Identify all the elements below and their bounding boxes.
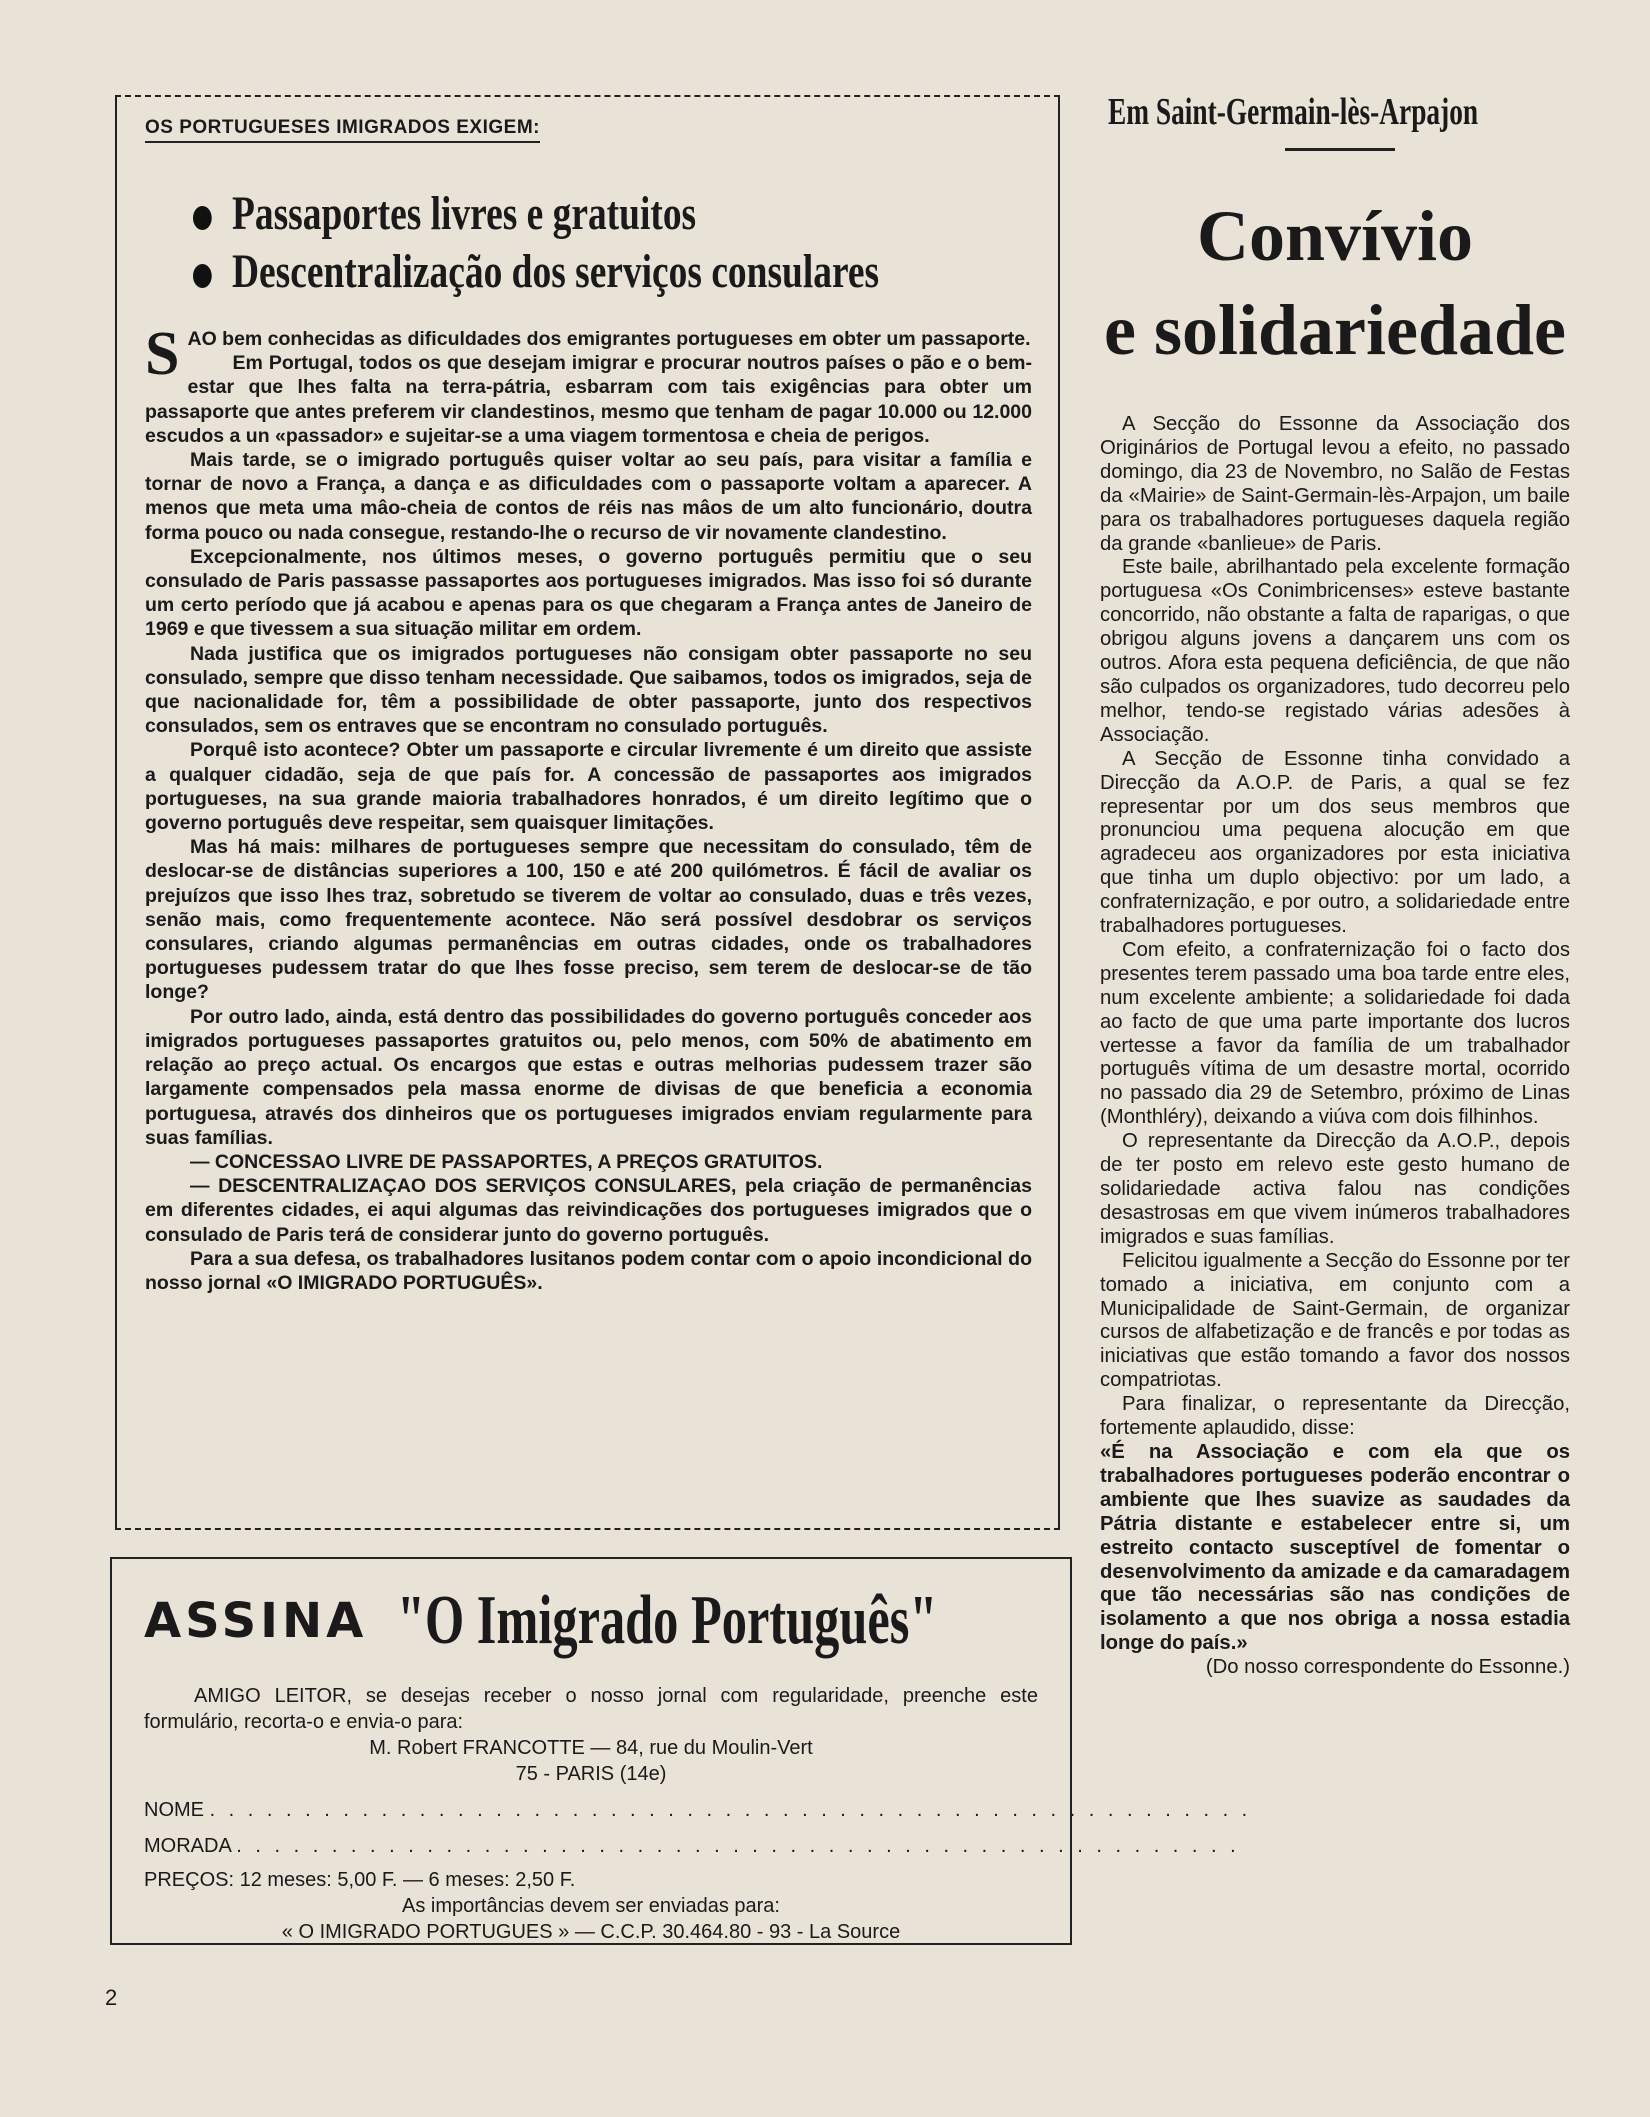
- paragraph: Porquê isto acontece? Obter um passaporte e circular livremente é um direito que assiste a qualquer cidadão, seja de que país for. A concessão de passaportes aos imigrados portugueses, na sua grande maioria trabalhadores honrados, é um direito legítimo que o governo português deve respeitar, sem quaisquer limitações.: [145, 739, 1032, 835]
- newspaper-name: "O Imigrado Português": [397, 1582, 938, 1659]
- page-number: 2: [105, 1985, 118, 2010]
- headline-text: Descentralização dos serviços consulares: [232, 245, 880, 298]
- paragraph: Para a sua defesa, os trabalhadores lusitanos podem contar com o apoio incondicional do nosso jornal «O IMIGRADO PORTUGUÊS».: [145, 1247, 1032, 1294]
- signature: (Do nosso correspondente do Essonne.): [1205, 1656, 1570, 1679]
- right-article-kicker: Em Saint-Germain-lès-Arpajon: [1108, 91, 1479, 133]
- name-field-label: NOME: [144, 1799, 204, 1821]
- paragraph: Por outro lado, ainda, está dentro das possibilidades do governo português conceder aos imigrados portugueses passaportes gratuitos ou, pelo menos, com 50% de abatimento em relação ao preço actual. Os encargos que estas e outras melhorias pudessem trazer são largamente compensados pela massa enorme de divisas de que beneficia a economia portuguesa, através dos dinheiros que os portugueses imigrados enviam regularmente para suas famílias.: [145, 1005, 1032, 1149]
- name-field[interactable]: [144, 1797, 1252, 1823]
- paragraph: Em Portugal, todos os que desejam imigrar e procurar noutros países o pão e o bem-estar que lhes falta na terra-pátria, esbarram com tais exigências para obter um passaporte que antes preferem vir clandestinos, mesmo que tenham de pagar 10.000 ou 12.000 escudos a un «passador» e sujeitar-se a uma viagem tormentosa e cheia de perigos.: [145, 352, 1032, 447]
- article-body: [145, 320, 1032, 1295]
- payment-line: « O IMIGRADO PORTUGUES » — C.C.P. 30.464.80 - 93 - La Source: [281, 1921, 901, 1943]
- assina-label: ASSINA: [144, 1593, 368, 1649]
- paragraph: A Secção do Essonne da Associação dos Originários de Portugal levou a efeito, no passado domingo, dia 23 de Novembro, no Salão de Festas da «Mairie» de Saint-Germain-lès-Arpajon, um baile para os trabalhadores portugueses daquela região da grande «banlieue» de Paris.: [1100, 413, 1570, 555]
- paragraph: Nada justifica que os imigrados portugueses não consigam obter passaporte no seu consulado, sempre que disso tenham necessidade. Que saibamos, todos os imigrados, seja de que nacionalidade for, têm a possibilidade de obter passaporte, junto dos respectivos consulados, sem os entraves que se encontram no consulado português.: [145, 642, 1032, 738]
- paragraph: Com efeito, a confraternização foi o facto dos presentes terem passado uma boa tarde entre eles, num excelente ambiente; a solidariedade foi dada ao facto de que uma parte importante dos lucros vertesse a favor da família de um trabalhador português vítima de um desastre mortal, ocorrido no passado dia 29 de Setembro, próximo de Linas (Monthléry), deixando a viúva com dois filhinhos.: [1100, 938, 1570, 1129]
- bullet-icon: [193, 264, 212, 288]
- address-field-dots: . . . . . . . . . . . . . . . . . . . . . . . . . . . . . . . . . . . . . . . . . . . . . . . . . . . . .: [236, 1835, 1240, 1857]
- name-field-dots: . . . . . . . . . . . . . . . . . . . . . . . . . . . . . . . . . . . . . . . . . . . . . . . . . . . . . . .: [209, 1799, 1252, 1821]
- address-field[interactable]: [144, 1833, 1240, 1859]
- paragraph: A Secção de Essonne tinha convidado a Direcção da A.O.P. de Paris, a qual se fez representar por um dos seus membros que pronunciou uma pequena alocução em que agradeceu aos organizadores por esta iniciativa que tinha um duplo objectivo: por um lado, a confraternização, e por outro, a solidariedade entre trabalhadores portugueses.: [1100, 747, 1570, 938]
- bullet-icon: [193, 206, 212, 230]
- right-article: [1100, 90, 1570, 1680]
- subscription-title: [144, 1581, 1038, 1661]
- title-line: e solidariedade: [1104, 290, 1566, 370]
- address-line: M. Robert FRANCOTTE — 84, rue du Moulin-Vert: [369, 1737, 813, 1759]
- right-article-title: [1100, 189, 1570, 377]
- subscription-text: [144, 1683, 1252, 1945]
- headline-item: [193, 185, 847, 243]
- demand-line: — CONCESSAO LIVRE DE PASSAPORTES, A PREÇOS GRATUITOS.: [190, 1150, 823, 1173]
- article-kicker: OS PORTUGUESES IMIGRADOS EXIGEM:: [145, 117, 540, 143]
- paragraph: Excepcionalmente, nos últimos meses, o governo português permitiu que o seu consulado de Paris passasse passaportes aos portugueses imigrados. Mas isso foi só durante um certo período que já acabou e apenas para os que chegaram a França antes de Janeiro de 1969 e que tivessem a sua situação militar em ordem.: [145, 545, 1032, 641]
- paragraph: SAO bem conhecidas as dificuldades dos emigrantes portugueses em obter um passaporte.: [145, 320, 1031, 388]
- title-line: Convívio: [1196, 196, 1474, 276]
- payment-line: As importâncias devem ser enviadas para:: [402, 1895, 780, 1917]
- paragraph: O representante da Direcção da A.O.P., depois de ter posto em relevo este gesto humano de solidariedade activa falou nas condições desastrosas em que vivem inúmeros trabalhadores imigrados e suas famílias.: [1100, 1130, 1570, 1248]
- headline-list: [193, 185, 1032, 301]
- right-article-body: [1100, 413, 1570, 1680]
- kicker-rule: [1285, 148, 1395, 151]
- quote: «É na Associação e com ela que os trabalhadores portugueses poderão encontrar o ambiente que lhes suavize as saudades da Pátria distante e estabelecer entre si, um estreito contacto susceptível de fomentar o desenvolvimento da amizade e da camaradagem que tão necessárias são nas condições de isolamento a que nos obriga a nossa estadia longe do país.»: [1100, 1440, 1570, 1655]
- subscription-intro: AMIGO LEITOR, se desejas receber o nosso jornal com regularidade, preenche este formulário, recorta-o e envia-o para:: [144, 1685, 1038, 1733]
- address-field-label: MORADA: [144, 1835, 231, 1857]
- address-line: 75 - PARIS (14e): [515, 1763, 667, 1785]
- paragraph: Para finalizar, o representante da Direcção, fortemente aplaudido, disse:: [1100, 1393, 1570, 1440]
- paragraph: Mas há mais: milhares de portugueses sempre que necessitam do consulado, têm de deslocar-se de distâncias superiores a 100, 150 e até 200 quilómetros. É fácil de avaliar os prejuízos que isso lhes traz, sobretudo se tiverem de voltar ao consulado, duas e três vezes, senão mais, como frequentemente acontece. Não será possível desdobrar os serviços consulares, criando algumas permanências em outras cidades, onde os trabalhadores portugueses pudessem tratar do que lhes fosse preciso, sem terem de deslocar-se de tão longe?: [145, 836, 1032, 1004]
- subscription-form: [110, 1557, 1252, 1945]
- demand-line: — DESCENTRALIZAÇAO DOS SERVIÇOS CONSULARES, pela criação de permanências em diferentes cidades, ei aqui algumas das reivindicações dos portugueses imigrados que o consulado de Paris terá de considerar junto do governo português.: [145, 1175, 1032, 1246]
- prices-line: PREÇOS: 12 meses: 5,00 F. — 6 meses: 2,50 F.: [144, 1869, 576, 1891]
- headline-text: Passaportes livres e gratuitos: [232, 187, 697, 240]
- left-article-box: [115, 95, 1060, 1530]
- drop-cap: S: [145, 320, 180, 388]
- paragraph: Felicitou igualmente a Secção do Essonne por ter tomado a iniciativa, em conjunto com a Municipalidade de Saint-Germain, de organizar cursos de alfabetização e de francês e por todas as iniciativas que estão tomando a favor dos nossos compatriotas.: [1100, 1249, 1570, 1392]
- paragraph: Este baile, abrilhantado pela excelente formação portuguesa «Os Conimbricenses» esteve bastante concorrido, não obstante a falta de raparigas, o que obrigou alguns jovens a dançarem uns com os outros. Afora esta pequena deficiência, de que não são culpados os organizadores, tudo decorreu pelo melhor, tendo-se registado várias adesões à Associação.: [1100, 556, 1570, 746]
- paragraph: Mais tarde, se o imigrado português quiser voltar ao seu país, para visitar a família e tornar de novo a França, a dança e as dificuldades com o passaporte voltam a aparecer. A menos que meta uma mâo-cheia de contos de réis nas mâos de um alto funcionário, doutra forma pouco ou nada consegue, restando-lhe o recurso de vir novamente clandestino.: [145, 449, 1032, 544]
- headline-item: [193, 243, 880, 301]
